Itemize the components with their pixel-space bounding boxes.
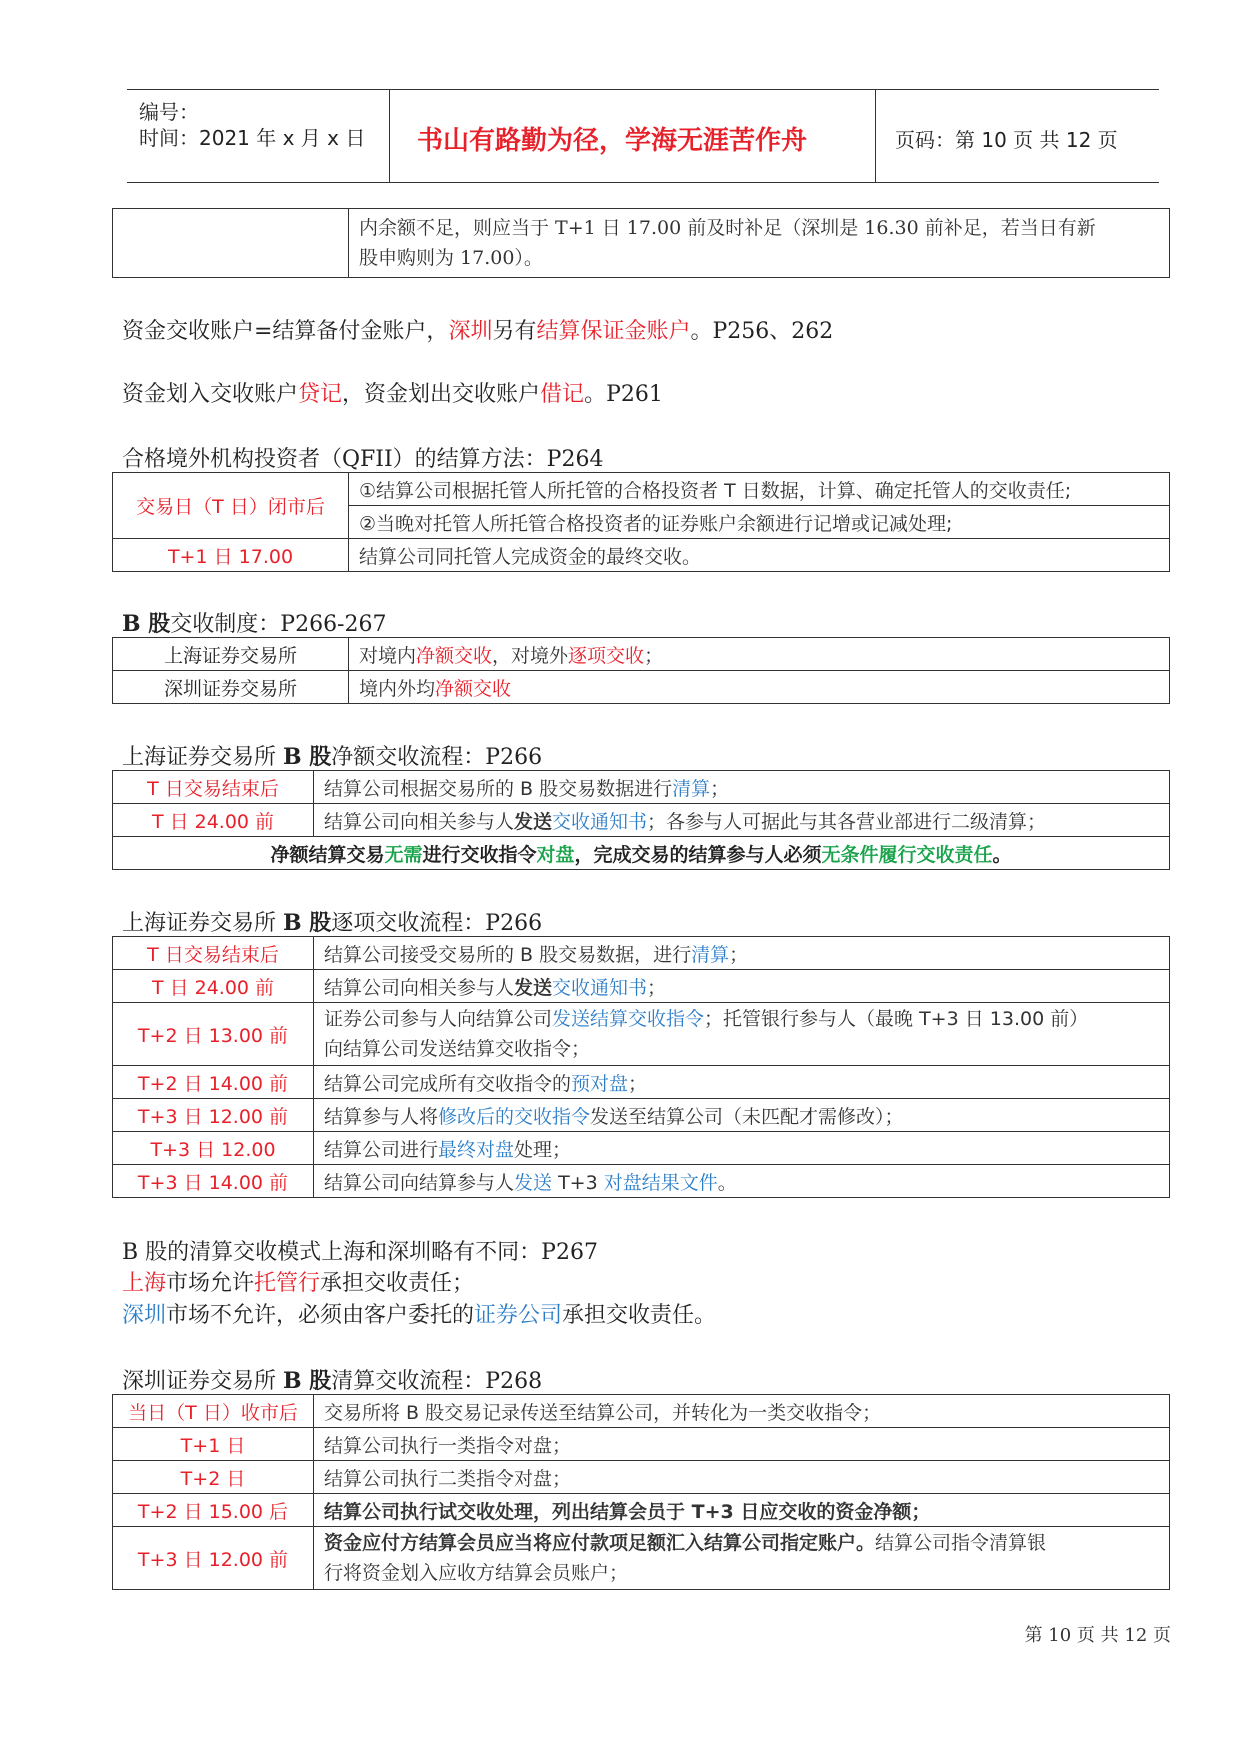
qfii-table — [112, 472, 1170, 572]
qfii-value: ①结算公司根据托管人所托管的合格投资者 T 日数据，计算、确定托管人的交收责任; — [349, 473, 1170, 506]
page-header — [127, 89, 1159, 183]
sh-net-note: 净额结算交易无需进行交收指令对盘，完成交易的结算参与人必须无条件履行交收责任。 — [113, 837, 1170, 870]
sz-value: 资金应付方结算会员应当将应付款项足额汇入结算公司指定账户。结算公司指令清算银 行将资金划入应收方结算会员账户； — [314, 1527, 1170, 1590]
sz-key: T+3 日 12.00 前 — [113, 1527, 314, 1590]
sh-item-key: T+3 日 12.00 — [113, 1132, 314, 1165]
sh-net-table — [112, 770, 1170, 870]
sz-key: T+2 日 — [113, 1461, 314, 1494]
sz-key: T+2 日 15.00 后 — [113, 1494, 314, 1527]
sz-value: 结算公司执行一类指令对盘； — [314, 1428, 1170, 1461]
qfii-key: T+1 日 17.00 — [113, 539, 349, 572]
sh-item-value: 证券公司参与人向结算公司发送结算交收指令；托管银行参与人（最晚 T+3 日 13.00 前） 向结算公司发送结算交收指令； — [314, 1003, 1170, 1066]
bshares-value: 境内外均净额交收 — [349, 671, 1170, 704]
diff-line: 深圳市场不允许，必须由客户委托的证券公司承担交收责任。 — [122, 1303, 717, 1328]
sh-item-table — [112, 936, 1170, 1198]
bshares-key: 深圳证券交易所 — [113, 671, 349, 704]
time-label: 时间：2021 年 x 月 x 日 — [139, 126, 366, 150]
bshares-title: B 股交收制度：P266-267 — [122, 611, 387, 637]
paragraph-debit-credit: 资金划入交收账户贷记，资金划出交收账户借记。P261 — [122, 382, 663, 407]
sh-item-value: 结算公司完成所有交收指令的预对盘； — [314, 1066, 1170, 1099]
sh-net-key: T 日交易结束后 — [113, 771, 314, 804]
continuation-line: 内余额不足，则应当于 T+1 日 17.00 前及时补足（深圳是 16.30 前补足，若当日有新 — [359, 217, 1096, 239]
sz-title: 深圳证券交易所 B 股清算交收流程：P268 — [122, 1368, 543, 1394]
sz-key: 当日（T 日）收市后 — [113, 1395, 314, 1428]
header-motto: 书山有路勤为径，学海无涯苦作舟 — [417, 126, 808, 156]
sz-value: 结算公司执行二类指令对盘； — [314, 1461, 1170, 1494]
sh-item-value: 结算公司进行最终对盘处理； — [314, 1132, 1170, 1165]
qfii-title: 合格境外机构投资者（QFII）的结算方法：P264 — [122, 447, 604, 472]
header-divider — [389, 90, 390, 182]
paragraph-accounts: 资金交收账户=结算备付金账户，深圳另有结算保证金账户。P256、262 — [122, 319, 834, 344]
sh-item-value: 结算公司接受交易所的 B 股交易数据，进行清算； — [314, 937, 1170, 970]
sz-value: 结算公司执行试交收处理，列出结算会员于 T+3 日应交收的资金净额； — [314, 1494, 1170, 1527]
continuation-line: 股申购则为 17.00）。 — [359, 247, 543, 269]
sz-table — [112, 1394, 1170, 1590]
sh-net-value: 结算公司根据交易所的 B 股交易数据进行清算； — [314, 771, 1170, 804]
sh-item-title: 上海证券交易所 B 股逐项交收流程：P266 — [122, 910, 543, 936]
number-label: 编号： — [139, 100, 199, 124]
sh-item-value: 结算公司向结算参与人发送 T+3 对盘结果文件。 — [314, 1165, 1170, 1198]
diff-line: B 股的清算交收模式上海和深圳略有不同：P267 — [122, 1240, 598, 1265]
sh-item-value: 结算公司向相关参与人发送交收通知书； — [314, 970, 1170, 1003]
sh-item-key: T 日 24.00 前 — [113, 970, 314, 1003]
sh-net-title: 上海证券交易所 B 股净额交收流程：P266 — [122, 744, 543, 770]
diff-line: 上海市场允许托管行承担交收责任； — [122, 1271, 475, 1296]
qfii-value: ②当晚对托管人所托管合格投资者的证券账户余额进行记增或记减处理; — [349, 506, 1170, 539]
sh-item-key: T 日交易结束后 — [113, 937, 314, 970]
bshares-table — [112, 637, 1170, 704]
qfii-key: 交易日（T 日）闭市后 — [113, 473, 349, 539]
page-label: 页码：第 10 页 共 12 页 — [895, 128, 1118, 152]
sh-net-key: T 日 24.00 前 — [113, 804, 314, 837]
sh-item-value: 结算参与人将修改后的交收指令发送至结算公司（未匹配才需修改）； — [314, 1099, 1170, 1132]
continuation-table — [112, 208, 1170, 278]
sz-value: 交易所将 B 股交易记录传送至结算公司，并转化为一类交收指令； — [314, 1395, 1170, 1428]
sz-key: T+1 日 — [113, 1428, 314, 1461]
header-divider — [875, 90, 876, 182]
sh-net-value: 结算公司向相关参与人发送交收通知书；各参与人可据此与其各营业部进行二级清算； — [314, 804, 1170, 837]
sh-item-key: T+2 日 14.00 前 — [113, 1066, 314, 1099]
sh-item-key: T+2 日 13.00 前 — [113, 1003, 314, 1066]
qfii-value: 结算公司同托管人完成资金的最终交收。 — [349, 539, 1170, 572]
sh-item-key: T+3 日 14.00 前 — [113, 1165, 314, 1198]
sh-item-key: T+3 日 12.00 前 — [113, 1099, 314, 1132]
bshares-value: 对境内净额交收，对境外逐项交收； — [349, 638, 1170, 671]
page-footer: 第 10 页 共 12 页 — [1024, 1625, 1171, 1646]
bshares-key: 上海证券交易所 — [113, 638, 349, 671]
